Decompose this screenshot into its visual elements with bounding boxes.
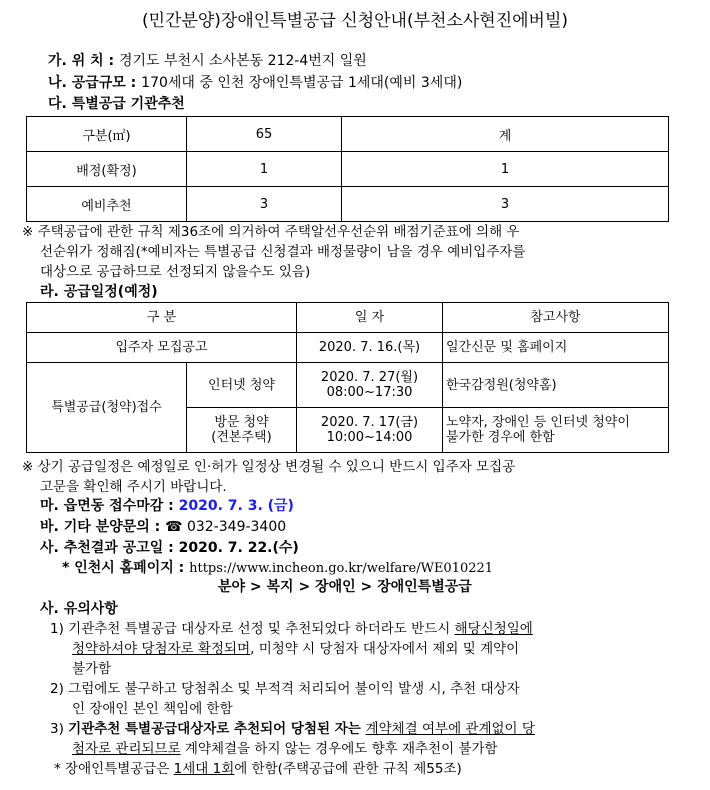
note-schedule-line2: 고문을 확인해 주시기 바랍니다. [40,479,227,495]
caution-underlined: 첨자로 관리되므로 [72,741,181,757]
table-row [27,187,669,222]
header-cell: 계 [342,117,669,152]
deadline-value: 2020. 7. 3. (금) [178,498,294,514]
table-cell: 인터넷 청약 [187,363,297,408]
table-header-row [27,303,669,333]
supply-scale-line [48,72,462,92]
time-line: 08:00~17:30 [326,385,413,400]
final-underlined: 1세대 1회 [173,761,235,777]
inquiry-line [40,516,286,536]
supply-scale-value: 170세대 중 인천 장애인특별공급 1세대(예비 3세대) [141,75,463,91]
table-cell: 배정(확정) [27,152,187,187]
announce-value: 2020. 7. 22.(수) [178,540,299,556]
table-cell: 특별공급(청약)접수 [27,363,187,453]
table-cell: 1 [187,152,342,187]
ref-line: 불가한 경우에 한함 [446,430,555,445]
inquiry-label: 바. 기타 분양문의 : [40,519,166,535]
table-cell: 3 [187,187,342,222]
method-line: (견본주택) [211,430,272,445]
deadline-label: 마. 읍면동 접수마감 : [40,498,179,514]
table-header-row [27,117,669,152]
table-cell [187,408,297,453]
table-cell: 3 [342,187,669,222]
time-line: 10:00~14:00 [326,430,413,445]
location-line [48,50,367,70]
caution1-line1 [50,617,533,637]
table-cell: 1 [342,152,669,187]
caution-text: 기관추천 특별공급 대상자로 선정 및 추천되었다 하더라도 반드시 [68,621,455,637]
homepage-url[interactable]: https://www.incheon.go.kr/welfare/WE010221 [189,561,494,576]
final-note [54,757,462,777]
caution-underlined: 해당신청일에 [454,621,533,637]
caution-text: , 미청약 시 당첨자 대상자에서 제외 및 계약이 [250,641,520,657]
table-cell: 2020. 7. 16.(목) [297,333,443,363]
section-schedule: 라. 공급일정(예정) [40,284,158,300]
caution-underlined: 청약하셔야 당첨자로 확정되며 [72,641,251,657]
location-value: 경기도 부천시 소사본동 212-4번지 일원 [119,53,367,69]
allocation-table [26,116,669,222]
caution-text: 계약체결을 하지 않는 경우에도 향후 재추천이 불가함 [180,741,498,757]
section-caution: 사. 유의사항 [40,601,118,617]
final-text: 에 한함(주택공급에 관한 규칙 제55조) [234,761,462,777]
final-text: * 장애인특별공급은 [54,761,174,777]
table-cell: 예비추천 [27,187,187,222]
caution-underlined: 계약체결 여부에 관계없이 당 [365,721,535,737]
header-cell: 구분(㎡) [27,117,187,152]
homepage-line [62,557,493,577]
announce-label: 사. 추천결과 공고일 : [40,540,179,556]
header-cell: 65 [187,117,342,152]
note-priority-line1: ※ 주택공급에 관한 규칙 제36조에 의거하여 주택알선우선순위 배점기준표에 의해 우 [22,224,520,240]
caution-number: 1) [50,621,64,637]
page-title: (민간분양)장애인특별공급 신청안내(부천소사현진에버빌) [141,11,569,31]
note-schedule-line1: ※ 상기 공급일정은 예정일로 인·허가 일정상 변경될 수 있으니 반드시 입주자 모집공 [22,459,516,475]
table-cell: 한국감정원(청약홈) [443,363,669,408]
table-cell [297,408,443,453]
note-priority-line3: 대상으로 공급하므로 선정되지 않을수도 있음) [40,264,311,280]
date-line: 2020. 7. 17(금) [320,415,419,430]
ref-line: 노약자, 장애인 등 인터넷 청약이 [446,415,630,430]
homepage-label: * 인천시 홈페이지 : [62,560,190,576]
method-line: 방문 청약 [214,415,269,430]
caution2-line1 [50,677,520,697]
caution2-line2: 인 장애인 본인 책임에 한함 [72,701,233,717]
announce-line [40,537,299,557]
header-cell: 구 분 [27,303,297,333]
caution-bold-text: 기관추천 특별공급대상자로 추천되어 당첨된 자는 [68,721,366,737]
table-cell [443,408,669,453]
schedule-table [26,302,669,453]
table-cell: 입주자 모집공고 [27,333,297,363]
caution-number: 3) [50,721,64,737]
phone-value: ☎ 032-349-3400 [165,519,287,535]
caution1-line3: 불가함 [72,661,112,677]
table-cell: 일간신문 및 홈페이지 [443,333,669,363]
section-recommendation: 다. 특별공급 기관추천 [48,96,185,112]
supply-scale-label: 나. 공급규모 : [48,75,142,91]
header-cell: 참고사항 [443,303,669,333]
table-row [27,152,669,187]
caution-number: 2) [50,681,64,697]
table-row [27,333,669,363]
caution3-line2 [72,737,498,757]
caution3-line1 [50,717,535,737]
note-priority-line2: 선순위가 정해짐(*예비자는 특별공급 신청결과 배정물량이 남을 경우 예비입주자를 [40,244,526,260]
date-line: 2020. 7. 27(월) [320,370,419,385]
caution1-line2 [72,637,519,657]
caution-text: 그럼에도 불구하고 당첨취소 및 부적격 처리되어 불이익 발생 시, 추천 대상자 [68,681,520,697]
table-row [27,363,669,408]
deadline-line [40,495,294,515]
header-cell: 일 자 [297,303,443,333]
homepage-path: 분야 > 복지 > 장애인 > 장애인특별공급 [218,579,472,595]
location-label: 가. 위 치 : [48,53,119,69]
table-cell [297,363,443,408]
